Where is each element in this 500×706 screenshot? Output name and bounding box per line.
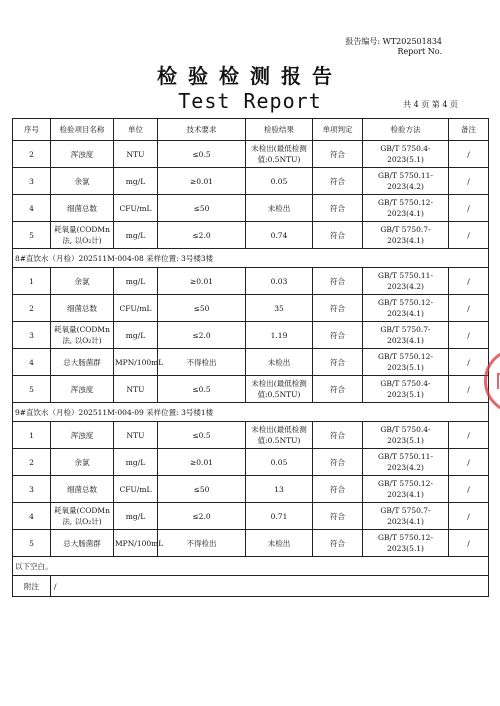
test-method-cell: GB/T 5750.4-2023(5.1) [363, 141, 449, 168]
table-body [13, 141, 489, 597]
requirement-cell: ≤0.5 [158, 376, 246, 403]
result-cell: 未检出 [246, 349, 313, 376]
unit-cell: CFU/mL [114, 476, 158, 503]
table-row [13, 449, 489, 476]
judgement-cell: 符合 [313, 268, 363, 295]
row-number-cell: 5 [13, 530, 51, 557]
remark-cell: / [449, 168, 489, 195]
table-row [13, 322, 489, 349]
item-name-cell: 总大肠菌群 [51, 349, 114, 376]
unit-cell: mg/L [114, 449, 158, 476]
results-table [12, 118, 489, 597]
page-title-en: Test Report [178, 89, 322, 113]
row-number-cell: 4 [13, 349, 51, 376]
blank-note-row [13, 557, 489, 576]
table-row [13, 268, 489, 295]
result-cell: 35 [246, 295, 313, 322]
column-header: 备注 [449, 119, 489, 141]
remark-cell: / [449, 349, 489, 376]
test-method-cell: GB/T 5750.12-2023(5.1) [363, 349, 449, 376]
remark-cell: / [449, 268, 489, 295]
item-name-cell: 余氯 [51, 268, 114, 295]
test-method-cell: GB/T 5750.12-2023(5.1) [363, 530, 449, 557]
requirement-cell: ≤2.0 [158, 503, 246, 530]
item-name-cell: 浑浊度 [51, 141, 114, 168]
result-cell: 0.74 [246, 222, 313, 249]
table-row [13, 476, 489, 503]
unit-cell: CFU/mL [114, 195, 158, 222]
row-number-cell: 2 [13, 141, 51, 168]
section-title: 8#直饮水（月检）202511M-004-08 采样位置: 3号楼3楼 [13, 249, 489, 268]
item-name-cell: 细菌总数 [51, 476, 114, 503]
judgement-cell: 符合 [313, 349, 363, 376]
item-name-cell: 总大肠菌群 [51, 530, 114, 557]
requirement-cell: ≤2.0 [158, 222, 246, 249]
item-name-cell: 细菌总数 [51, 195, 114, 222]
item-name-cell: 耗氧量(CODMn法, 以O₂计) [51, 222, 114, 249]
row-number-cell: 5 [13, 376, 51, 403]
unit-cell: mg/L [114, 222, 158, 249]
report-number-en: Report No. [397, 47, 442, 56]
table-row [13, 503, 489, 530]
remark-cell: / [449, 449, 489, 476]
row-number-cell: 5 [13, 222, 51, 249]
requirement-cell: ≥0.01 [158, 449, 246, 476]
judgement-cell: 符合 [313, 503, 363, 530]
table-row [13, 376, 489, 403]
requirement-cell: ≤2.0 [158, 322, 246, 349]
row-number-cell: 3 [13, 322, 51, 349]
remark-cell: / [449, 530, 489, 557]
result-cell: 13 [246, 476, 313, 503]
row-number-cell: 4 [13, 503, 51, 530]
judgement-cell: 符合 [313, 530, 363, 557]
judgement-cell: 符合 [313, 168, 363, 195]
remark-cell: / [449, 476, 489, 503]
judgement-cell: 符合 [313, 322, 363, 349]
requirement-cell: ≥0.01 [158, 168, 246, 195]
section-header-row [13, 403, 489, 422]
table-row [13, 530, 489, 557]
section-header-row [13, 249, 489, 268]
row-number-cell: 1 [13, 268, 51, 295]
row-number-cell: 4 [13, 195, 51, 222]
judgement-cell: 符合 [313, 376, 363, 403]
row-number-cell: 3 [13, 168, 51, 195]
table-row [13, 422, 489, 449]
table-header-row [13, 119, 489, 141]
remark-cell: / [449, 503, 489, 530]
blank-note: 以下空白。 [13, 557, 489, 576]
unit-cell: mg/L [114, 168, 158, 195]
remark-cell: / [449, 195, 489, 222]
judgement-cell: 符合 [313, 422, 363, 449]
remark-cell: / [449, 295, 489, 322]
column-header: 技术要求 [158, 119, 246, 141]
unit-cell: mg/L [114, 268, 158, 295]
table-row [13, 222, 489, 249]
unit-cell: NTU [114, 141, 158, 168]
table-row [13, 295, 489, 322]
result-cell: 0.05 [246, 449, 313, 476]
judgement-cell: 符合 [313, 295, 363, 322]
item-name-cell: 耗氧量(CODMn法, 以O₂计) [51, 322, 114, 349]
table-row [13, 168, 489, 195]
row-number-cell: 1 [13, 422, 51, 449]
table-row [13, 349, 489, 376]
judgement-cell: 符合 [313, 449, 363, 476]
requirement-cell: ≤0.5 [158, 141, 246, 168]
column-header: 检验项目名称 [51, 119, 114, 141]
remark-cell: / [449, 422, 489, 449]
test-method-cell: GB/T 5750.11-2023(4.2) [363, 268, 449, 295]
result-cell: 未检出(最低检测值:0.5NTU) [246, 376, 313, 403]
result-cell: 1.19 [246, 322, 313, 349]
test-method-cell: GB/T 5750.7-2023(4.1) [363, 503, 449, 530]
unit-cell: MPN/100mL [114, 349, 158, 376]
report-number: 报告编号: WT202501834 [345, 37, 442, 46]
unit-cell: mg/L [114, 322, 158, 349]
remark-cell: / [449, 376, 489, 403]
note-value: / [51, 576, 489, 597]
result-cell: 未检出(最低检测值:0.5NTU) [246, 141, 313, 168]
item-name-cell: 耗氧量(CODMn法, 以O₂计) [51, 503, 114, 530]
item-name-cell: 浑浊度 [51, 376, 114, 403]
test-method-cell: GB/T 5750.4-2023(5.1) [363, 376, 449, 403]
unit-cell: mg/L [114, 503, 158, 530]
requirement-cell: ≥0.01 [158, 268, 246, 295]
test-method-cell: GB/T 5750.7-2023(4.1) [363, 222, 449, 249]
test-method-cell: GB/T 5750.4-2023(5.1) [363, 422, 449, 449]
test-method-cell: GB/T 5750.12-2023(4.1) [363, 476, 449, 503]
row-number-cell: 2 [13, 295, 51, 322]
column-header: 单项判定 [313, 119, 363, 141]
test-method-cell: GB/T 5750.11-2023(4.2) [363, 168, 449, 195]
remark-cell: / [449, 222, 489, 249]
table-row [13, 195, 489, 222]
result-cell: 未检出(最低检测值:0.5NTU) [246, 422, 313, 449]
test-method-cell: GB/T 5750.12-2023(4.1) [363, 295, 449, 322]
unit-cell: MPN/100mL [114, 530, 158, 557]
unit-cell: CFU/mL [114, 295, 158, 322]
result-cell: 0.03 [246, 268, 313, 295]
item-name-cell: 余氯 [51, 168, 114, 195]
requirement-cell: ≤50 [158, 295, 246, 322]
column-header: 单位 [114, 119, 158, 141]
column-header: 检验方法 [363, 119, 449, 141]
item-name-cell: 浑浊度 [51, 422, 114, 449]
item-name-cell: 余氯 [51, 449, 114, 476]
remark-cell: / [449, 141, 489, 168]
judgement-cell: 符合 [313, 195, 363, 222]
result-cell: 未检出 [246, 195, 313, 222]
requirement-cell: 不得检出 [158, 349, 246, 376]
test-method-cell: GB/T 5750.12-2023(4.1) [363, 195, 449, 222]
row-number-cell: 3 [13, 476, 51, 503]
requirement-cell: ≤50 [158, 476, 246, 503]
requirement-cell: ≤50 [158, 195, 246, 222]
item-name-cell: 细菌总数 [51, 295, 114, 322]
requirement-cell: ≤0.5 [158, 422, 246, 449]
judgement-cell: 符合 [313, 222, 363, 249]
result-cell: 0.71 [246, 503, 313, 530]
page-title: 检验检测报告 [157, 64, 343, 88]
judgement-cell: 符合 [313, 476, 363, 503]
note-label: 附注 [13, 576, 51, 597]
column-header: 序号 [13, 119, 51, 141]
remark-cell: / [449, 322, 489, 349]
page-info: 共 4 页 第 4 页 [403, 100, 458, 109]
row-number-cell: 2 [13, 449, 51, 476]
column-header: 检验结果 [246, 119, 313, 141]
note-row [13, 576, 489, 597]
result-cell: 未检出 [246, 530, 313, 557]
test-method-cell: GB/T 5750.7-2023(4.1) [363, 322, 449, 349]
unit-cell: NTU [114, 422, 158, 449]
judgement-cell: 符合 [313, 141, 363, 168]
requirement-cell: 不得检出 [158, 530, 246, 557]
result-cell: 0.05 [246, 168, 313, 195]
test-method-cell: GB/T 5750.11-2023(4.2) [363, 449, 449, 476]
table-row [13, 141, 489, 168]
section-title: 9#直饮水（月检）202511M-004-09 采样位置: 3号楼1楼 [13, 403, 489, 422]
unit-cell: NTU [114, 376, 158, 403]
